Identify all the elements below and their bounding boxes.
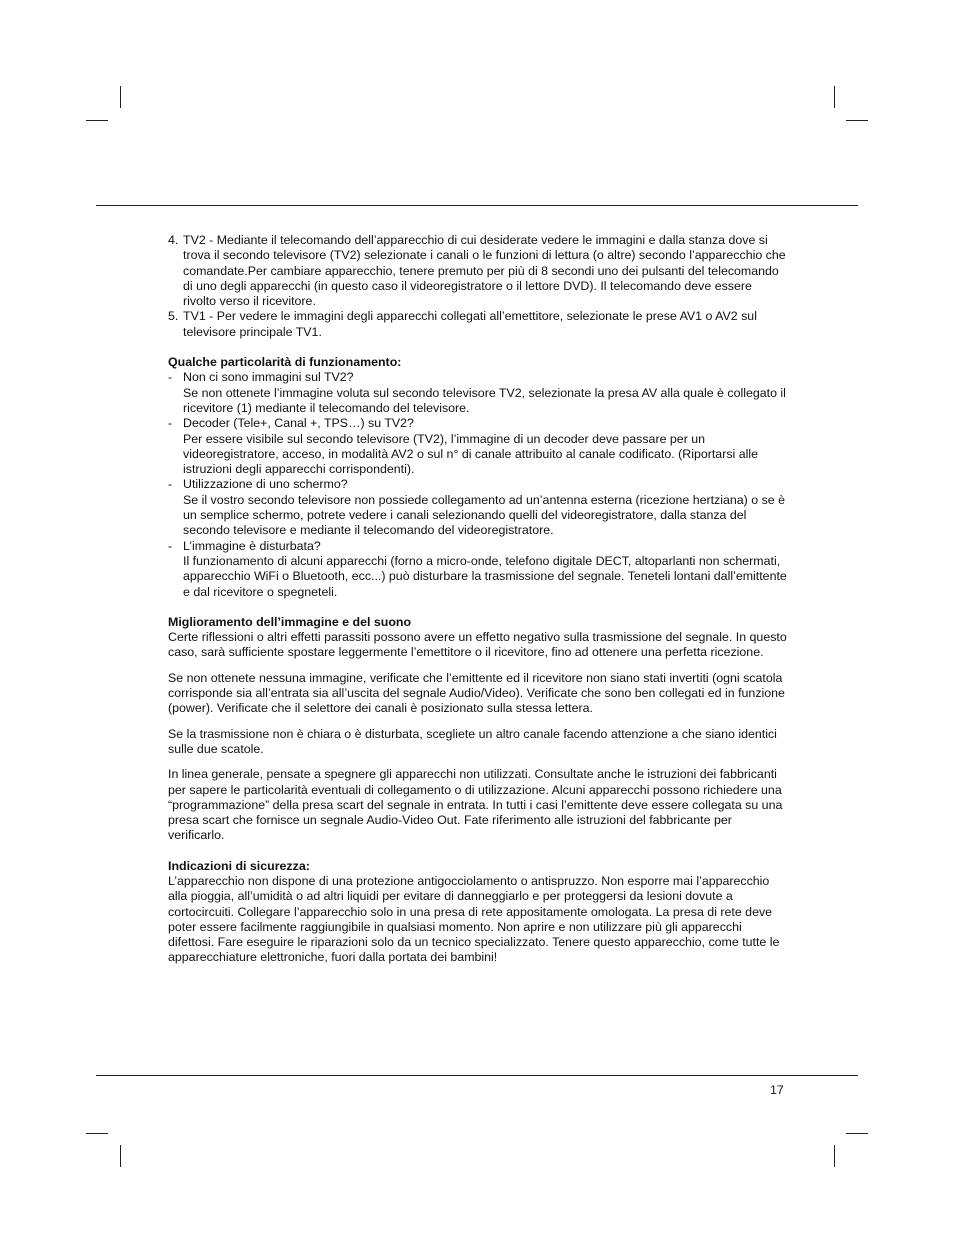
step-number: 5. [168,309,179,324]
header-rule [96,205,858,206]
crop-mark [86,1133,108,1134]
paragraph: In linea generale, pensate a spegnere gli apparecchi non utilizzati. Consultate anche le istruzioni dei fabbricanti per sapere le particolarità eventuali di collegamento o di utilizzazione. Alcuni apparecchi possono richiedere una “programmazione” della presa scart del segnale in entrata. In tutti i casi l’emittente deve essere collegata su una presa scart che fornisce un segnale Audio-Video Out. Fate riferimento alle istruzioni del fabbricante per verificarlo. [168,767,783,843]
faq-answer: Se il vostro secondo televisore non possiede collegamento ad un’antenna esterna (ricezione hertziana) o se è un semplice schermo, potrete vedere i canali selezionando quelli del videoregistratore, dalla stanza del secondo televisore e mediante il telecomando del videoregistratore. [183,492,786,538]
faq-question: Utilizzazione di uno schermo? [183,477,348,492]
paragraph: Certe riflessioni o altri effetti parassiti possono avere un effetto negativo sulla trasmissione del segnale. In questo caso, sarà sufficiente spostare leggermente l’emettitore o il ricevitore, fino ad ottenere una perfetta ricezione. [168,630,787,660]
list-dash: - [168,477,173,492]
faq-question: Decoder (Tele+, Canal +, TPS…) su TV2? [183,416,414,431]
crop-mark [834,86,835,108]
crop-mark [846,120,868,121]
faq-question: Non ci sono immagini sul TV2? [183,370,354,385]
page-number: 17 [770,1083,784,1097]
section-heading: Qualche particolarità di funzionamento: [168,355,402,370]
step-item [168,233,788,309]
step-text: TV1 - Per vedere le immagini degli apparecchi collegati all’emettitore, selezionate le prese AV1 o AV2 sul televisore principale TV1. [183,309,757,339]
faq-question: L’immagine è disturbata? [183,538,321,553]
list-dash: - [168,370,173,385]
list-dash: - [168,416,173,431]
crop-mark [120,1145,121,1167]
step-text: TV2 - Mediante il telecomando dell’apparecchio di cui desiderate vedere le immagini e dalla stanza dove si trova il secondo televisore (TV2) selezionate i canali o le funzioni di lettura (o altre) secondo l’apparecchio che comandate.Per cambiare apparecchio, tenere premuto per più di 8 secondi uno dei pulsanti del telecomando di uno degli apparecchi (in questo caso il videoregistratore o il lettore DVD). Il telecomando deve essere rivolto verso il ricevitore. [183,233,786,309]
faq-item [168,477,788,538]
faq-answer: Per essere visibile sul secondo televisore (TV2), l’immagine di un decoder deve passare per un videoregistratore, acceso, in modalità AV2 o sul n° di canale attribuito al canale codificato. (Riportarsi alle istruzioni degli apparecchi corrispondenti). [183,431,758,477]
faq-item [168,416,788,477]
step-number: 4. [168,233,179,247]
list-dash: - [168,538,173,553]
faq-item [168,539,788,600]
crop-mark [86,120,108,121]
crop-mark [120,86,121,108]
paragraph: Se la trasmissione non è chiara o è disturbata, scegliete un altro canale facendo attenzione a che siano identici sulle due scatole. [168,726,777,756]
step-item [168,309,788,340]
paragraph: Se non ottenete nessuna immagine, verificate che l’emittente ed il ricevitore non siano stati invertiti (ogni scatola corrisponde sia all’entrata sia all’uscita del segnale Audio/Video). Verificate che sono ben collegati ed in funzione (power). Verificate che il selettore dei canali è posizionato sulla stessa lettera. [168,670,785,716]
faq-item [168,370,788,416]
section-heading: Indicazioni di sicurezza: [168,858,310,873]
faq-answer: Il funzionamento di alcuni apparecchi (forno a micro-onde, telefono digitale DECT, altoparlanti non schermati, apparecchio WiFi o Bluetooth, ecc...) può disturbare la trasmissione del segnale. Teneteli lontani dall’emittente e dal ricevitore o spegneteli. [183,553,787,599]
crop-mark [846,1133,868,1134]
paragraph: L’apparecchio non dispone di una protezione antigocciolamento o antispruzzo. Non esporre mai l’apparecchio alla pioggia, all’umidità o ad altri liquidi per evitare di danneggiarlo e per proteggersi da lesioni dovute a cortocircuiti. Collegare l’apparecchio solo in una presa di rete appositamente omologata. La presa di rete deve poter essere facilmente raggiungibile in qualsiasi momento. Non aprire e non utilizzare più gli apparecchi difettosi. Fare eseguire le riparazioni solo da un tecnico specializzato. Tenere questo apparecchio, come tutte le apparecchiature elettroniche, fuori dalla portata dei bambini! [168,873,780,965]
crop-mark [834,1145,835,1167]
section-heading: Miglioramento dell’immagine e del suono [168,614,412,629]
faq-answer: Se non ottenete l’immagine voluta sul secondo televisore TV2, selezionate la presa AV alla quale è collegato il ricevitore (1) mediante il telecomando del televisore. [183,385,786,415]
footer-rule [96,1075,858,1076]
page-content [168,233,788,966]
